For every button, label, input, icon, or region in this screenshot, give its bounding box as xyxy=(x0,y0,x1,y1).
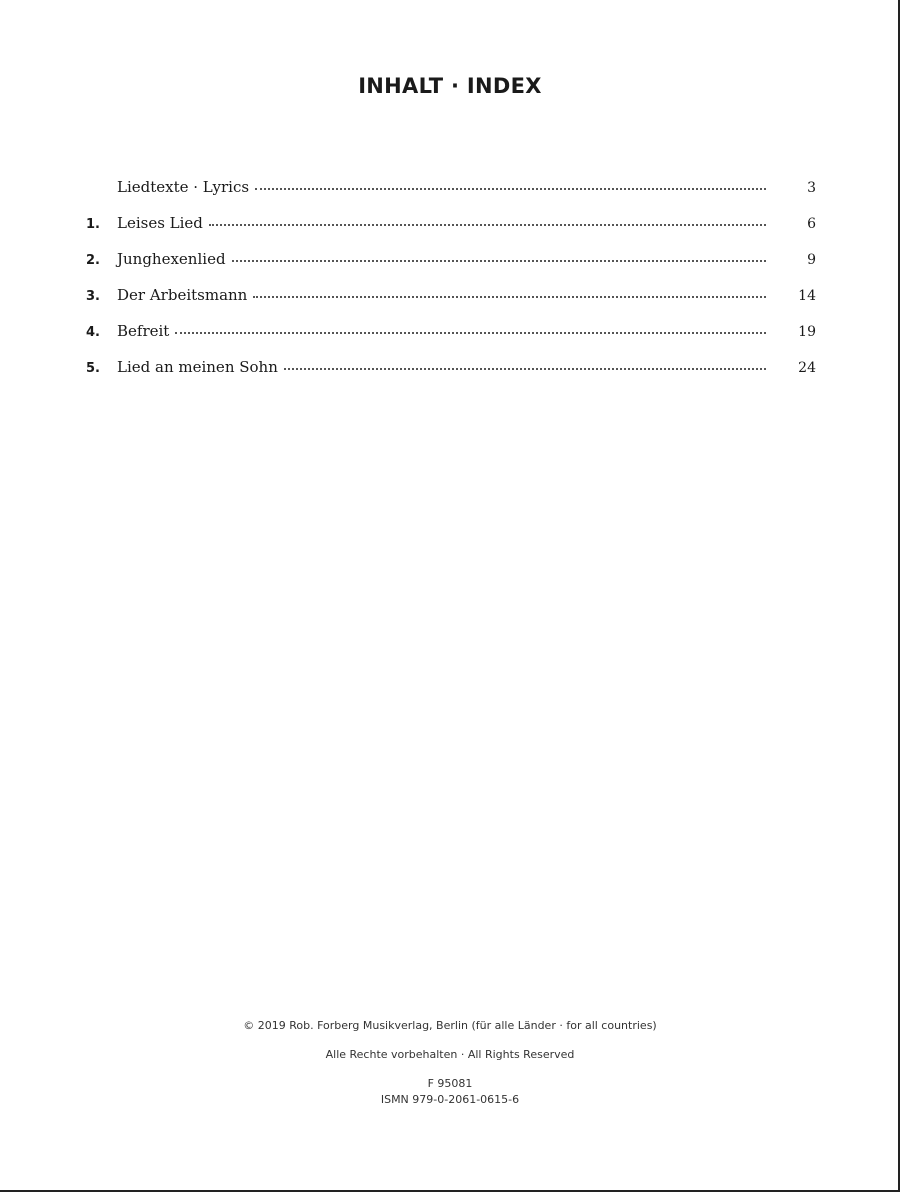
dot-leader xyxy=(253,296,766,298)
dot-leader xyxy=(175,332,766,334)
toc-entry-number: 3. xyxy=(86,289,100,304)
copyright-notice: © 2019 Rob. Forberg Musikverlag, Berlin (für alle Länder · for all countries) xyxy=(243,1019,657,1032)
toc-entry-2[interactable] xyxy=(80,250,816,286)
page-title: INHALT · INDEX xyxy=(358,74,542,98)
publisher-footer xyxy=(0,1019,900,1106)
toc-entry-5[interactable] xyxy=(80,358,816,394)
ismn-number: ISMN 979-0-2061-0615-6 xyxy=(380,1093,520,1106)
toc-entry-title: Leises Lied xyxy=(117,214,203,232)
toc-entry-title: Befreit xyxy=(117,322,170,340)
toc-entry-number: 1. xyxy=(86,217,100,232)
dot-leader xyxy=(209,224,766,226)
toc-entry-title: Junghexenlied xyxy=(117,250,226,268)
toc-entry-page: 24 xyxy=(798,360,816,376)
toc-entry-number: 4. xyxy=(86,325,100,340)
dot-leader xyxy=(232,260,766,262)
toc-entry-number: 2. xyxy=(86,253,100,268)
rights-notice: Alle Rechte vorbehalten · All Rights Reserved xyxy=(325,1048,575,1061)
toc-entry-4[interactable] xyxy=(80,322,816,358)
toc-entry-page: 19 xyxy=(798,324,816,340)
toc-entry-3[interactable] xyxy=(80,286,816,322)
toc-entry-1[interactable] xyxy=(80,214,816,250)
dot-leader xyxy=(255,188,766,190)
toc-entry-title: Lied an meinen Sohn xyxy=(117,358,278,376)
toc-entry-number: 5. xyxy=(86,361,100,376)
toc-entry-lyrics[interactable] xyxy=(80,178,816,214)
toc-entry-page: 14 xyxy=(798,288,816,304)
catalog-number: F 95081 xyxy=(427,1077,473,1090)
toc-entry-title: Liedtexte · Lyrics xyxy=(117,178,250,196)
toc-entry-page: 3 xyxy=(807,180,816,196)
dot-leader xyxy=(284,368,766,370)
table-of-contents xyxy=(80,178,816,394)
toc-entry-title: Der Arbeitsmann xyxy=(117,286,248,304)
toc-entry-page: 6 xyxy=(807,216,816,232)
toc-entry-page: 9 xyxy=(807,252,816,268)
